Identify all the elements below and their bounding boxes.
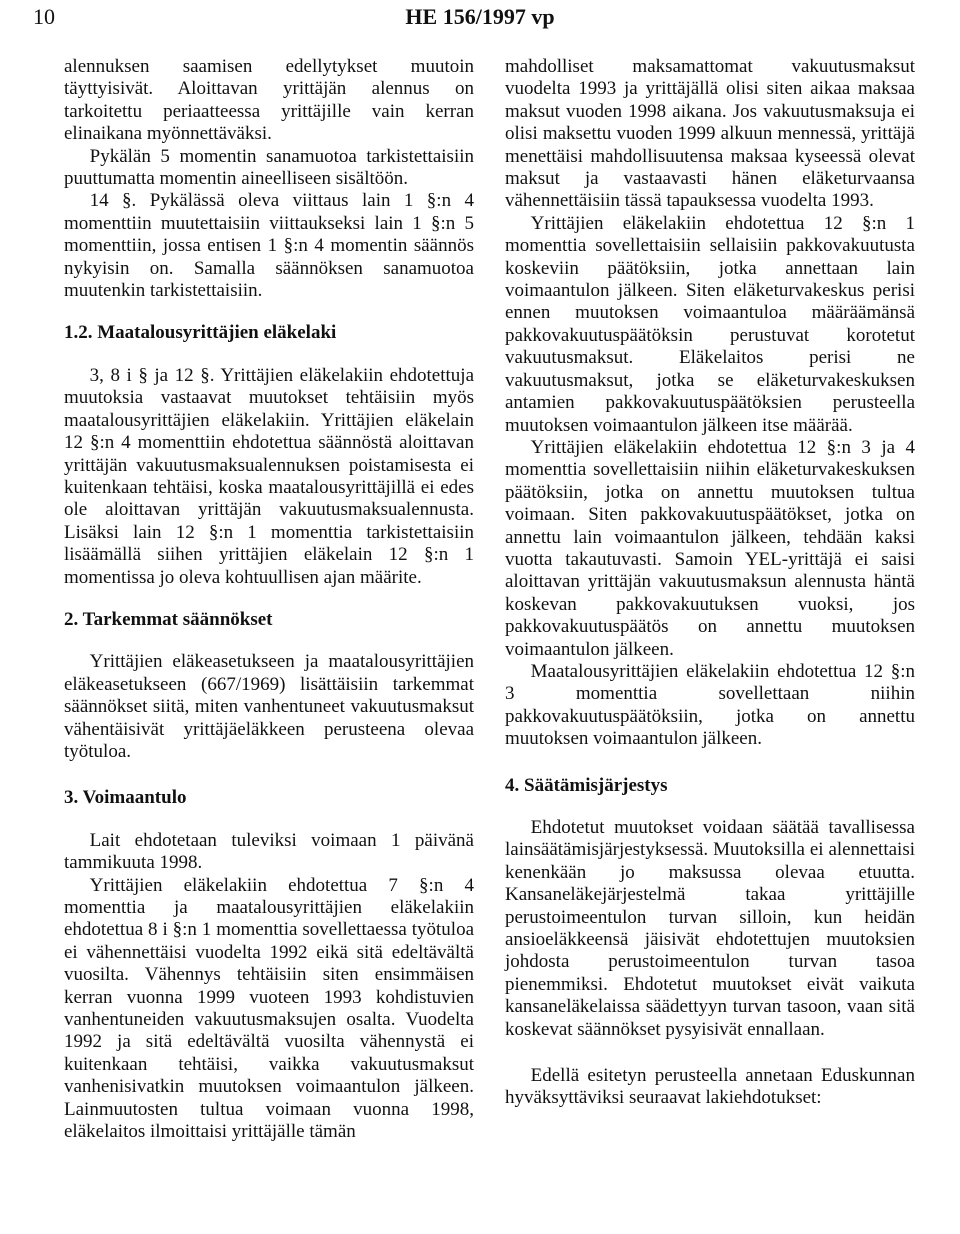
paragraph: Yrittäjien eläkeasetukseen ja maatalousyrittäjien eläkeasetukseen (667/1969) lisättäisiin tarkemmat säännökset siitä, miten vanhentuneet vakuutusmaksut vähentäisivät yrittäjäeläkkeen perusteena olevaa työtuloa. [64,651,474,762]
paragraph: Lait ehdotetaan tuleviksi voimaan 1 päivänä tammikuuta 1998. [64,829,474,874]
paragraph: Yrittäjien eläkelakiin ehdotettua 12 §:n 1 momenttia sovellettaisiin sellaisiin pakkovakuutusta koskeviin päätöksiin, jotka annettaan lain voimaantulon jälkeen. Siten eläketurvakeskus perisi ennen muutoksen voimaantuloa määräämänsä pakkovakuutuspäätöksin perustuvat korotetut vakuutusmaksut. Eläkelaitos perisi ne vakuutusmaksut, jotka se eläketurvakeskuksen antamien pakkovakuutuspäätöksien perusteella muutoksen voimaantulon jälkeen itse määrää. [505,212,915,436]
paragraph: 14 §. Pykälässä oleva viittaus lain 1 §:n 4 momenttiin muutettaisiin viittaukseksi lain 1 §:n 5 momenttiin, jossa entisen 1 §:n 4 momentin säännös nykyisin on. Samalla säännöksen sanamuotoa muutenkin tarkistettaisiin. [64,190,474,302]
paragraph: alennuksen saamisen edellytykset muutoin täyttyisivät. Aloittavan yrittäjän alennus on tarkoitettu periaatteessa yrittäjille vain kerran elinaikana myönnettäväksi. [64,56,474,145]
section-heading-2: 2. Tarkemmat säännökset [64,608,273,630]
paragraph: mahdolliset maksamattomat vakuutusmaksut vuodelta 1993 ja yrittäjällä olisi siten aikaa maksaa maksut vuoden 1998 aikana. Jos vakuutusmaksuja ei olisi maksettu vuoden 1999 alkuun mennessä, yrittäjä menettäisi mahdollisuutensa maksaa kyseessä olevat maksut ja vastaavasti hänen eläketurvaansa vähennettäisiin tässä tapauksessa vuodelta 1993. [505,56,915,212]
paragraph: Maatalousyrittäjien eläkelakiin ehdotettua 12 §:n 3 momenttia sovellettaan niihin pakkovakuutuspäätöksiin, jotka on annettu muutoksen voimaantulon jälkeen. [505,660,915,750]
right-column [505,56,915,1110]
left-column [64,56,474,1143]
paragraph: Yrittäjien eläkelakiin ehdotettua 7 §:n 4 momenttia ja maatalousyrittäjien eläkelakiin ehdotettua 8 i §:n 1 momenttia sovellettaessa työtuloa ei vähennettäisi vuodelta 1992 eikä sitä edeltävältä vuosilta. Vähennys tehtäisiin siten ensimmäisen kerran vuonna 1999 vuoteen 1993 kohdistuvien vanhentuneiden vakuutusmaksujen osalta. Vuodelta 1992 ja sitä edeltävältä vuosilta vähennystä ei kuitenkaan tehtäisi, vaikka vakuutusmaksut vanhenisivatkin muutoksen voimaantulon jälkeen. Lainmuutosten tultua voimaan vuonna 1998, eläkelaitos ilmoittaisi yrittäjälle tämän [64,874,474,1143]
section-heading-4: 4. Säätämisjärjestys [505,774,668,796]
paragraph: 3, 8 i § ja 12 §. Yrittäjien eläkelakiin ehdotettuja muutoksia vastaavat muutokset tehtäisiin myös maatalousyrittäjien eläkelakiin. Yrittäjien eläkelain 12 §:n 4 momenttiin ehdotettua säännöstä aloittavan yrittäjän vakuutusmaksualennuksen poistamisesta ei kuitenkaan tehtäisi, koska maatalousyrittäjillä ei edes ole aloittavan yrittäjän vakuutusmaksualennusta. Lisäksi lain 12 §:n 1 momenttia tarkistettaisiin lisäämällä siihen yrittäjien eläkelain 12 §:n 1 momentissa jo oleva kohtuullisen ajan määrite. [64,364,474,588]
section-heading-1-2: 1.2. Maatalousyrittäjien eläkelaki [64,322,337,344]
page-number: 10 [33,4,55,29]
page-header [0,4,960,36]
paragraph: Ehdotetut muutokset voidaan säätää tavallisessa lainsäätämisjärjestyksessä. Muutoksilla ei alennettaisi kenenkään jo maksussa olevaa etuutta. Kansaneläkejärjestelmä takaa yrittäjille perustoimeentulon turvan silloin, kun heidän ansioeläkkeensä jäisivät ehdotettujen muutoksien johdosta perustoimeentulon turvan tasoa pienemmiksi. Ehdotetut muutokset eivät vaikuta kansaneläkelaissa säädettyyn turvan tasoon, vaan sitä koskevat säännökset pysyisivät ennallaan. [505,817,915,1040]
paragraph: Edellä esitetyn perusteella annetaan Eduskunnan hyväksyttäviksi seuraavat lakiehdotukset: [505,1065,915,1109]
paragraph: Pykälän 5 momentin sanamuotoa tarkistettaisiin puuttumatta momentin aineelliseen sisältöön. [64,145,474,190]
section-heading-3: 3. Voimaantulo [64,787,187,809]
document-id: HE 156/1997 vp [405,4,555,29]
paragraph: Yrittäjien eläkelakiin ehdotettua 12 §:n 3 ja 4 momenttia sovellettaisiin niihin eläketurvakeskuksen päätöksiin, jotka on annettu muutoksen tultua voimaan. Siten pakkovakuutuspäätökset, jotka on annettu lain voimaantulon jälkeen, tehdään kaksi vuotta takautuvasti. Samoin YEL-yrittäjä ei saisi aloittavan yrittäjän vakuutusmaksun alennusta häntä koskevan pakkovakuutuksen vuoksi, jos pakkovakuutuspäätös on annettu muutoksen voimaantulon jälkeen. [505,436,915,660]
